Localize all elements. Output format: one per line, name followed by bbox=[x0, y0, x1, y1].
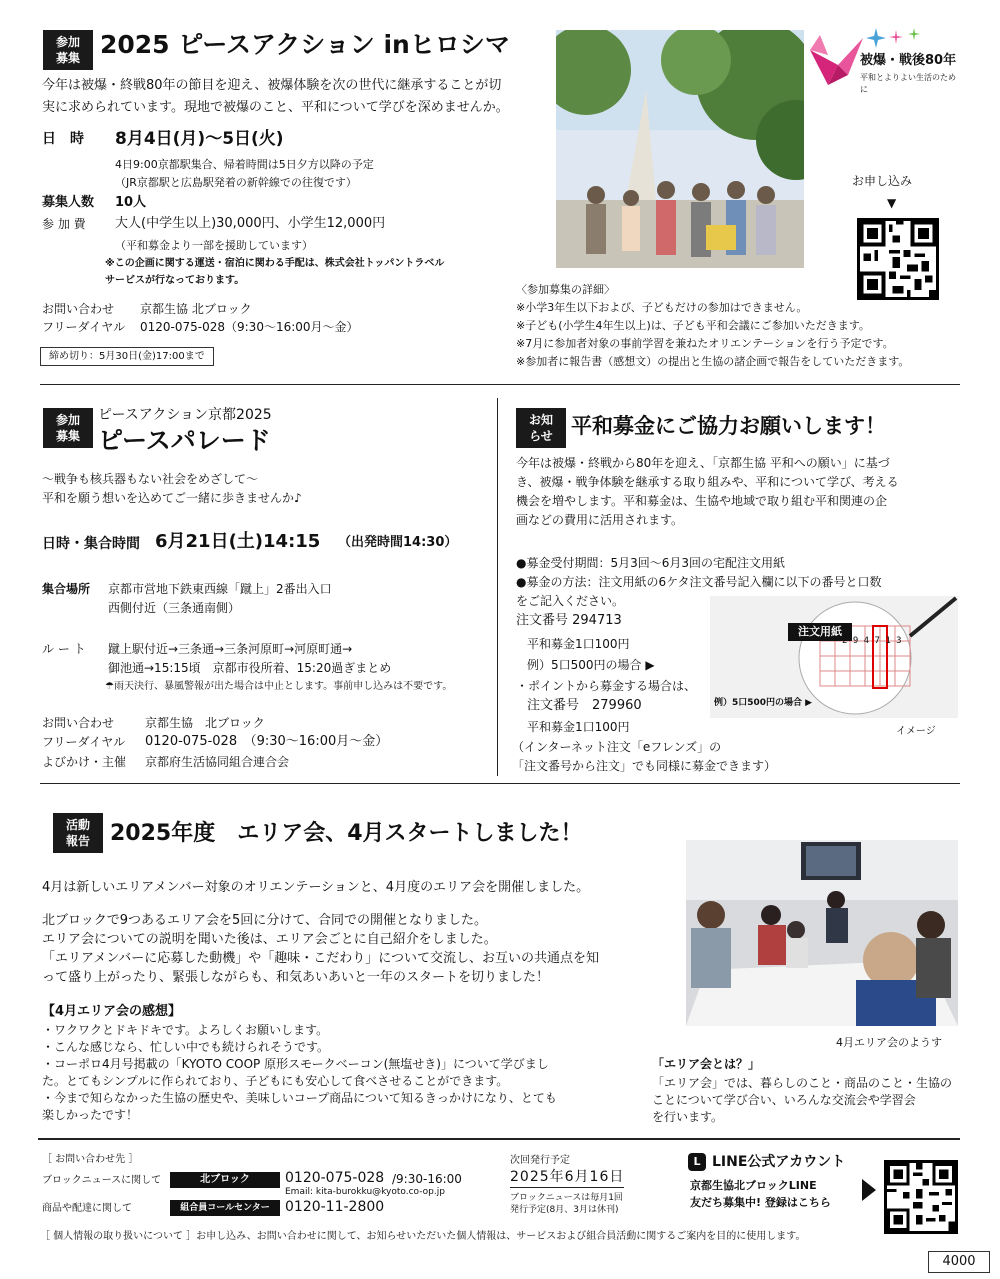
impression-2: ・こんな感じなら、忙しい中でも続けられそうです。 bbox=[42, 1040, 330, 1054]
section3-points: ・ポイントから募金する場合は、 bbox=[516, 679, 697, 693]
section1-agency-note-1: ※この企画に関する運送・宿泊に関わる手配は、株式会社トッパントラベル bbox=[105, 258, 445, 269]
section4-title: 2025年度 エリア会、4月スタートしました！ bbox=[110, 821, 583, 846]
about-3: を行います。 bbox=[652, 1110, 724, 1124]
anniversary-logo bbox=[808, 28, 958, 96]
footer-line-sub-2: 友だち募集中! 登録はこちら bbox=[690, 1196, 831, 1209]
line-icon: L bbox=[688, 1153, 706, 1171]
section3-internet-2: 「注文番号から注文」でも同様に募金できます） bbox=[512, 759, 777, 773]
section2-route-value-1: 蹴上駅付近→三条通→三条河原町→河原町通→ bbox=[108, 642, 353, 656]
section1-contact-label: お問い合わせ bbox=[42, 302, 115, 316]
impression-3: ・コーポロ4月号掲載の「KYOTO COOP 原形スモークベーコン(無塩せき)」について学びまし bbox=[42, 1057, 549, 1071]
section2-freedial-value: 0120-075-028 （9:30～16:00月～金） bbox=[145, 734, 389, 749]
section2-subtitle: ピースアクション京都2025 bbox=[98, 407, 272, 423]
divider-vertical bbox=[497, 398, 498, 776]
section3-order-number: 注文番号 294713 bbox=[516, 613, 622, 628]
logo-text-main: 被爆・戦後80年 bbox=[860, 53, 957, 68]
footer-next-label: 次回発行予定 bbox=[510, 1155, 570, 1166]
section3-body-2: き、被爆・戦争体験を継承する取り組みや、平和について学び、考える bbox=[516, 475, 899, 489]
section3-order-number-2: 注文番号 279960 bbox=[527, 698, 642, 713]
impression-6: 楽しかったです！ bbox=[42, 1108, 139, 1122]
section2-rain-note: ☂雨天決行、暴風警報が出た場合は中止とします。事前申し込みは不要です。 bbox=[105, 681, 453, 692]
footer-contact-title: ［ お問い合わせ先 ］ bbox=[42, 1154, 139, 1165]
impression-1: ・ワクワクとドキドキです。よろしくお願いします。 bbox=[42, 1023, 329, 1037]
section1-tag: 参加 募集 bbox=[43, 30, 93, 70]
impression-5: ・今まで知らなかった生協の歴史や、美味しいコープ商品について知るきっかけになり、とても bbox=[42, 1091, 557, 1105]
footer-line-sub-1: 京都生協北ブロックLINE bbox=[690, 1179, 817, 1192]
section2-date-label: 日時・集合時間 bbox=[42, 536, 140, 552]
footer-row1-hours: /9:30-16:00 bbox=[392, 1172, 462, 1186]
section2-title: ピースパレード bbox=[98, 426, 271, 455]
section1-intro-1: 今年は被爆・終戦80年の節目を迎え、被爆体験を次の世代に継承することが切 bbox=[42, 78, 502, 93]
details-title: 〈参加募集の詳細〉 bbox=[516, 283, 615, 296]
logo-text-sub: 平和とよりよい生活のために bbox=[860, 73, 956, 94]
section2-date-depart: （出発時間14:30） bbox=[338, 535, 458, 550]
section1-freedial-label: フリーダイヤル bbox=[42, 320, 126, 334]
about-title: 「エリア会とは？」 bbox=[652, 1057, 761, 1071]
footer-next-note-2: 発行予定(8月、3月は休刊) bbox=[510, 1205, 619, 1215]
apply-label: お申し込み bbox=[852, 174, 913, 188]
section2-tag: 参加 募集 bbox=[43, 408, 93, 448]
footer-page-code: 4000 bbox=[928, 1251, 990, 1273]
footer-row2-label: 商品や配達に関して bbox=[42, 1203, 132, 1214]
section2-host-value: 京都府生活協同組合連合会 bbox=[145, 755, 290, 769]
divider-footer bbox=[38, 1138, 960, 1140]
section2-route-label: ル ー ト bbox=[42, 642, 86, 656]
section1-capacity-value: 10人 bbox=[115, 195, 147, 210]
order-form-caption: イメージ bbox=[896, 726, 936, 737]
section4-tag: 活動 報告 bbox=[53, 813, 103, 853]
section2-lead-2: 平和を願う想いを込めてご一緒に歩きませんか♪ bbox=[42, 491, 302, 505]
section3-title: 平和募金にご協力お願いします！ bbox=[571, 414, 886, 438]
section2-place-label: 集合場所 bbox=[42, 582, 91, 596]
section3-unit-1: 平和募金1口100円 bbox=[527, 637, 630, 651]
footer-privacy: ［ 個人情報の取り扱いについて ］お申し込み、お問い合わせに関して、お知らせいただいた個人情報は、サービスおよび組合員活動に関するご案内を目的に使用します。 bbox=[40, 1231, 806, 1242]
footer-row1-label: ブロックニュースに関して bbox=[42, 1175, 162, 1186]
section4-p1: 4月は新しいエリアメンバー対象のオリエンテーションと、4月度のエリア会を開催しました。 bbox=[42, 880, 590, 895]
section1-contact-value: 京都生協 北ブロック bbox=[140, 302, 252, 316]
section2-place-value-2: 西側付近（三条通南側） bbox=[108, 601, 241, 615]
section1-fee-value: 大人(中学生以上)30,000円、小学生12,000円 bbox=[115, 216, 386, 231]
footer-email: Email: kita-burokku@kyoto.co-op.jp bbox=[285, 1187, 445, 1197]
section3-example: 例）5口500円の場合 ▶ bbox=[527, 658, 655, 672]
section2-lead-1: ～戦争も核兵器もない社会をめざして～ bbox=[42, 472, 259, 486]
meeting-photo-caption: 4月エリア会のようす bbox=[836, 1036, 942, 1049]
area-meeting-photo bbox=[686, 840, 958, 1026]
details-1: ※小学3年生以下および、子どもだけの参加はできません。 bbox=[516, 301, 808, 314]
section1-date-value: 8月4日(月)～5日(火) bbox=[115, 129, 284, 149]
section3-tag: お知 らせ bbox=[516, 408, 566, 448]
section1-date-note-2: （JR京都駅と広島駅発着の新幹線での往復です） bbox=[115, 176, 357, 189]
section1-intro-2: 実に求められています。現地で被爆のこと、平和について学びを深めませんか。 bbox=[42, 100, 509, 115]
section2-contact-label: お問い合わせ bbox=[42, 716, 115, 730]
section4-p2: 北ブロックで9つあるエリア会を5回に分けて、合同での開催となりました。 bbox=[42, 913, 488, 928]
origami-crane-icon bbox=[808, 30, 868, 90]
footer-next-note-1: ブロックニュースは毎月1回 bbox=[510, 1193, 623, 1203]
section1-capacity-label: 募集人数 bbox=[42, 195, 95, 210]
details-4: ※参加者に報告書（感想文）の提出と生協の諸企画で報告をしていただきます。 bbox=[516, 355, 910, 368]
line-qr-code[interactable] bbox=[884, 1160, 958, 1234]
section3-unit-2: 平和募金1口100円 bbox=[527, 720, 630, 734]
section2-freedial-label: フリーダイヤル bbox=[42, 735, 126, 749]
section3-period: ●募金受付期間：5月3回～6月3回の宅配注文用紙 bbox=[516, 556, 786, 570]
section3-method-1: ●募金の方法：注文用紙の6ケタ注文番号記入欄に以下の番号と口数 bbox=[516, 575, 882, 589]
section3-method-2: をご記入ください。 bbox=[516, 594, 625, 608]
footer-line-title: LINE公式アカウント bbox=[712, 1154, 846, 1170]
order-form-label: 注文用紙 bbox=[788, 623, 852, 641]
order-form-number: 2 9 4 7 1 3 bbox=[842, 636, 902, 646]
section4-p3: エリア会についての説明を聞いた後は、エリア会ごとに自己紹介をしました。 bbox=[42, 932, 497, 947]
sparkle-icon bbox=[866, 28, 926, 48]
footer-row2-badge: 組合員コールセンター bbox=[170, 1200, 280, 1216]
section3-body-3: 機会を増やします。平和募金は、生協や地域で取り組む平和関連の企 bbox=[516, 494, 888, 508]
peace-monument-photo bbox=[556, 30, 804, 268]
about-2: ことについて学び合い、いろんな交流会や学習会 bbox=[652, 1093, 916, 1107]
section1-title: 2025 ピースアクション inヒロシマ bbox=[100, 30, 510, 59]
footer-next-date: 2025年6月16日 bbox=[510, 1167, 624, 1188]
section4-p5: って盛り上がったり、緊張しながらも、和気あいあいと一年のスタートを切りました！ bbox=[42, 970, 550, 985]
section2-route-value-2: 御池通→15:15頃 京都市役所着、15:20過ぎまとめ bbox=[108, 661, 392, 675]
order-form-image bbox=[710, 596, 958, 718]
arrow-right-icon bbox=[862, 1179, 876, 1201]
order-form-example: 例）5口500円の場合 ▶ bbox=[714, 698, 813, 708]
apply-qr-code[interactable] bbox=[857, 218, 939, 300]
footer-row1-phone: 0120-075-028 bbox=[285, 1170, 385, 1186]
section1-fee-note: （平和募金より一部を援助しています） bbox=[115, 239, 313, 252]
section1-date-note-1: 4日9:00京都駅集合、帰着時間は5日夕方以降の予定 bbox=[115, 158, 374, 171]
footer-row2-phone: 0120-11-2800 bbox=[285, 1199, 385, 1215]
footer-row1-badge: 北ブロック bbox=[170, 1172, 280, 1188]
section1-date-label: 日 時 bbox=[42, 131, 84, 147]
section3-internet-1: （インターネット注文「eフレンズ」の bbox=[512, 740, 722, 754]
section1-fee-label: 参 加 費 bbox=[42, 217, 86, 231]
section3-body-4: 画などの費用に活用されます。 bbox=[516, 513, 684, 527]
section2-host-label: よびかけ・主催 bbox=[42, 755, 127, 769]
divider-1 bbox=[40, 384, 960, 385]
details-2: ※子ども(小学生4年生以上)は、子ども平和会議にご参加いただきます。 bbox=[516, 319, 870, 332]
section1-agency-note-2: サービスが行なっております。 bbox=[105, 275, 245, 286]
section3-body-1: 今年は被爆・終戦から80年を迎え、「京都生協 平和への願い」に基づ bbox=[516, 456, 890, 470]
impression-4: た。とてもシンプルに作られており、子どもにも安心して食べさせることができます。 bbox=[42, 1074, 509, 1088]
section2-place-value-1: 京都市営地下鉄東西線「蹴上」2番出入口 bbox=[108, 582, 332, 596]
about-1: 「エリア会」では、暮らしのこと・商品のこと・生協の bbox=[652, 1076, 953, 1090]
section2-contact-value: 京都生協 北ブロック bbox=[145, 716, 265, 730]
details-3: ※7月に参加者対象の事前学習を兼ねたオリエンテーションを行う予定です。 bbox=[516, 337, 894, 350]
section2-date-value: 6月21日(土)14:15 bbox=[155, 531, 321, 552]
apply-arrow: ▼ bbox=[887, 196, 897, 210]
divider-2 bbox=[40, 783, 960, 784]
section4-p4: 「エリアメンバーに応募した動機」や「趣味・こだわり」について交流し、お互いの共通点を知 bbox=[42, 951, 600, 966]
section1-deadline: 締め切り：5月30日(金)17:00まで bbox=[40, 347, 214, 366]
impressions-title: 【4月エリア会の感想】 bbox=[42, 1004, 182, 1019]
section1-freedial-value: 0120-075-028（9:30～16:00月～金） bbox=[140, 320, 359, 334]
